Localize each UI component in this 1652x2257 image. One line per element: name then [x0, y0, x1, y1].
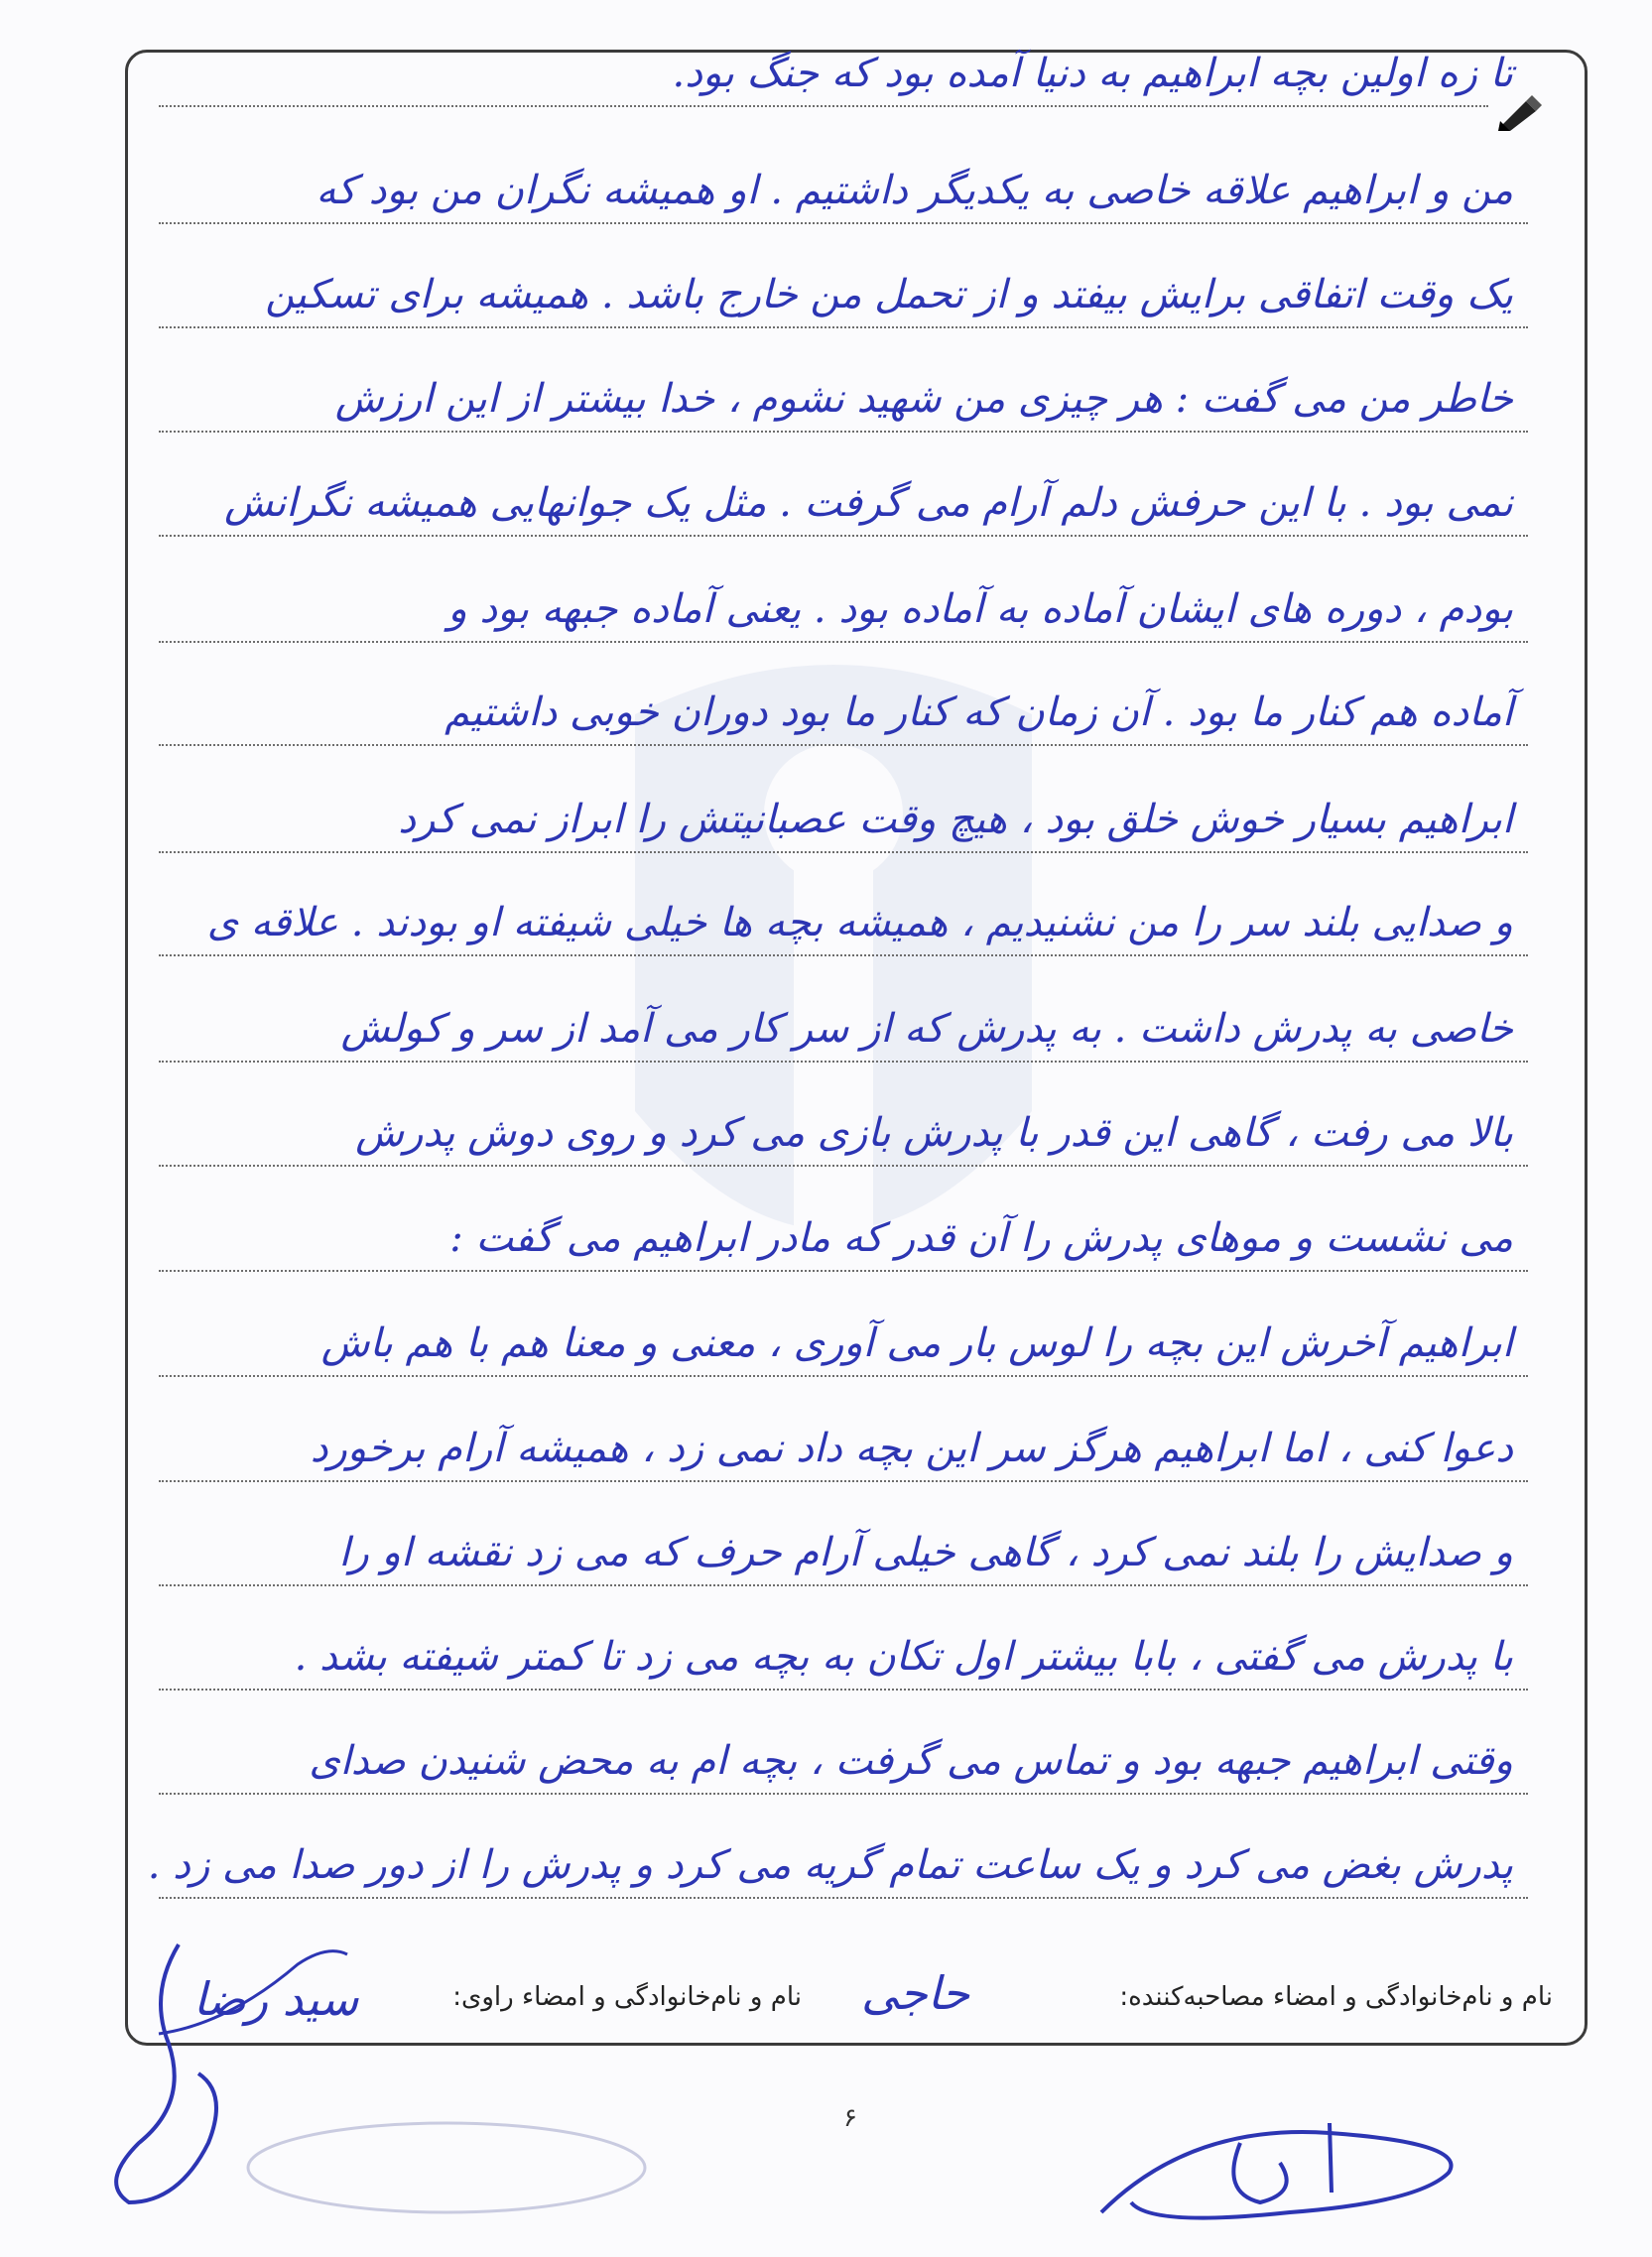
interviewer-label: نام و نام‌خانوادگی و امضاء مصاحبه‌کننده: [1119, 1982, 1553, 2012]
interviewer-signature: حاجی [861, 1966, 970, 2020]
ruled-line [159, 1480, 1528, 1482]
ruled-line [159, 1689, 1528, 1691]
ruled-line [159, 326, 1528, 328]
handwritten-line: ابراهیم آخرش این بچه را لوس بار می آوری ، معنی و معنا هم با هم باش [320, 1320, 1513, 1366]
handwritten-line: من و ابراهیم علاقه خاصی به یکدیگر داشتیم . او همیشه نگران من بود که [316, 168, 1513, 213]
ruled-line [159, 535, 1528, 537]
pen-icon [1496, 93, 1544, 133]
ruled-line [159, 1061, 1528, 1063]
handwritten-line: ابراهیم بسیار خوش خلق بود ، هیچ وقت عصبانیتش را ابراز نمی کرد [398, 797, 1513, 842]
ruled-line [159, 1793, 1528, 1795]
handwritten-line: بالا می رفت ، گاهی این قدر با پدرش بازی می کرد و روی دوش پدرش [355, 1110, 1513, 1156]
ruled-line [159, 1375, 1528, 1377]
handwritten-line: یک وقت اتفاقی برایش بیفتد و از تحمل من خارج باشد . همیشه برای تسکین [265, 272, 1513, 317]
narrator-signature: سید رضا [192, 1972, 359, 2026]
handwritten-line: و صدایی بلند سر را من نشنیدیم ، همیشه بچه ها خیلی شیفته او بودند . علاقه ی [206, 900, 1513, 945]
ruled-line [159, 431, 1528, 433]
ruled-line [159, 1584, 1528, 1586]
ruled-line [159, 1270, 1528, 1272]
handwritten-line: پدرش بغض می کرد و یک ساعت تمام گریه می کرد و پدرش را از دور صدا می زد . [147, 1842, 1513, 1888]
handwritten-line: وقتی ابراهیم جبهه بود و تماس می گرفت ، بچه ام به محض شنیدن صدای [309, 1738, 1513, 1784]
faded-stamp [238, 2113, 655, 2222]
ruled-line [159, 954, 1528, 956]
ruled-line [159, 222, 1528, 224]
handwritten-line: تا زه اولین بچه ابراهیم به دنیا آمده بود که جنگ بود. [672, 51, 1513, 96]
handwritten-line: خاصی به پدرش داشت . به پدرش که از سر کار می آمد از سر و کولش [340, 1006, 1513, 1052]
narrator-label: نام و نام‌خانوادگی و امضاء راوی: [452, 1982, 802, 2012]
bottom-signature-flourish [1072, 2093, 1488, 2242]
handwritten-line: خاطر من می گفت : هر چیزی من شهید نشوم ، خدا بیشتر از این ارزش [334, 376, 1513, 422]
handwritten-line: آماده هم کنار ما بود . آن زمان که کنار ما بود دوران خوبی داشتیم [445, 690, 1513, 735]
handwritten-line: و صدایش را بلند نمی کرد ، گاهی خیلی آرام حرف که می زد نقشه او را [338, 1530, 1513, 1575]
ruled-line [159, 1897, 1528, 1899]
ruled-line [159, 105, 1488, 107]
ruled-line [159, 641, 1528, 643]
handwritten-line: نمی بود . با این حرفش دلم آرام می گرفت . مثل یک جوانهایی همیشه نگرانش [224, 480, 1513, 526]
ruled-line [159, 744, 1528, 746]
page-number: ۶ [843, 2103, 857, 2133]
handwritten-line: بودم ، دوره های ایشان آماده به آماده بود . یعنی آماده جبهه بود و [447, 586, 1513, 632]
ruled-line [159, 851, 1528, 853]
handwritten-line: می نشست و موهای پدرش را آن قدر که مادر ابراهیم می گفت : [449, 1215, 1513, 1261]
ruled-line [159, 1165, 1528, 1167]
handwritten-line: با پدرش می گفتی ، بابا بیشتر اول تکان به بچه می زد تا کمتر شیفته بشد . [294, 1634, 1513, 1680]
handwritten-line: دعوا کنی ، اما ابراهیم هرگز سر این بچه داد نمی زد ، همیشه آرام برخورد [310, 1426, 1513, 1471]
